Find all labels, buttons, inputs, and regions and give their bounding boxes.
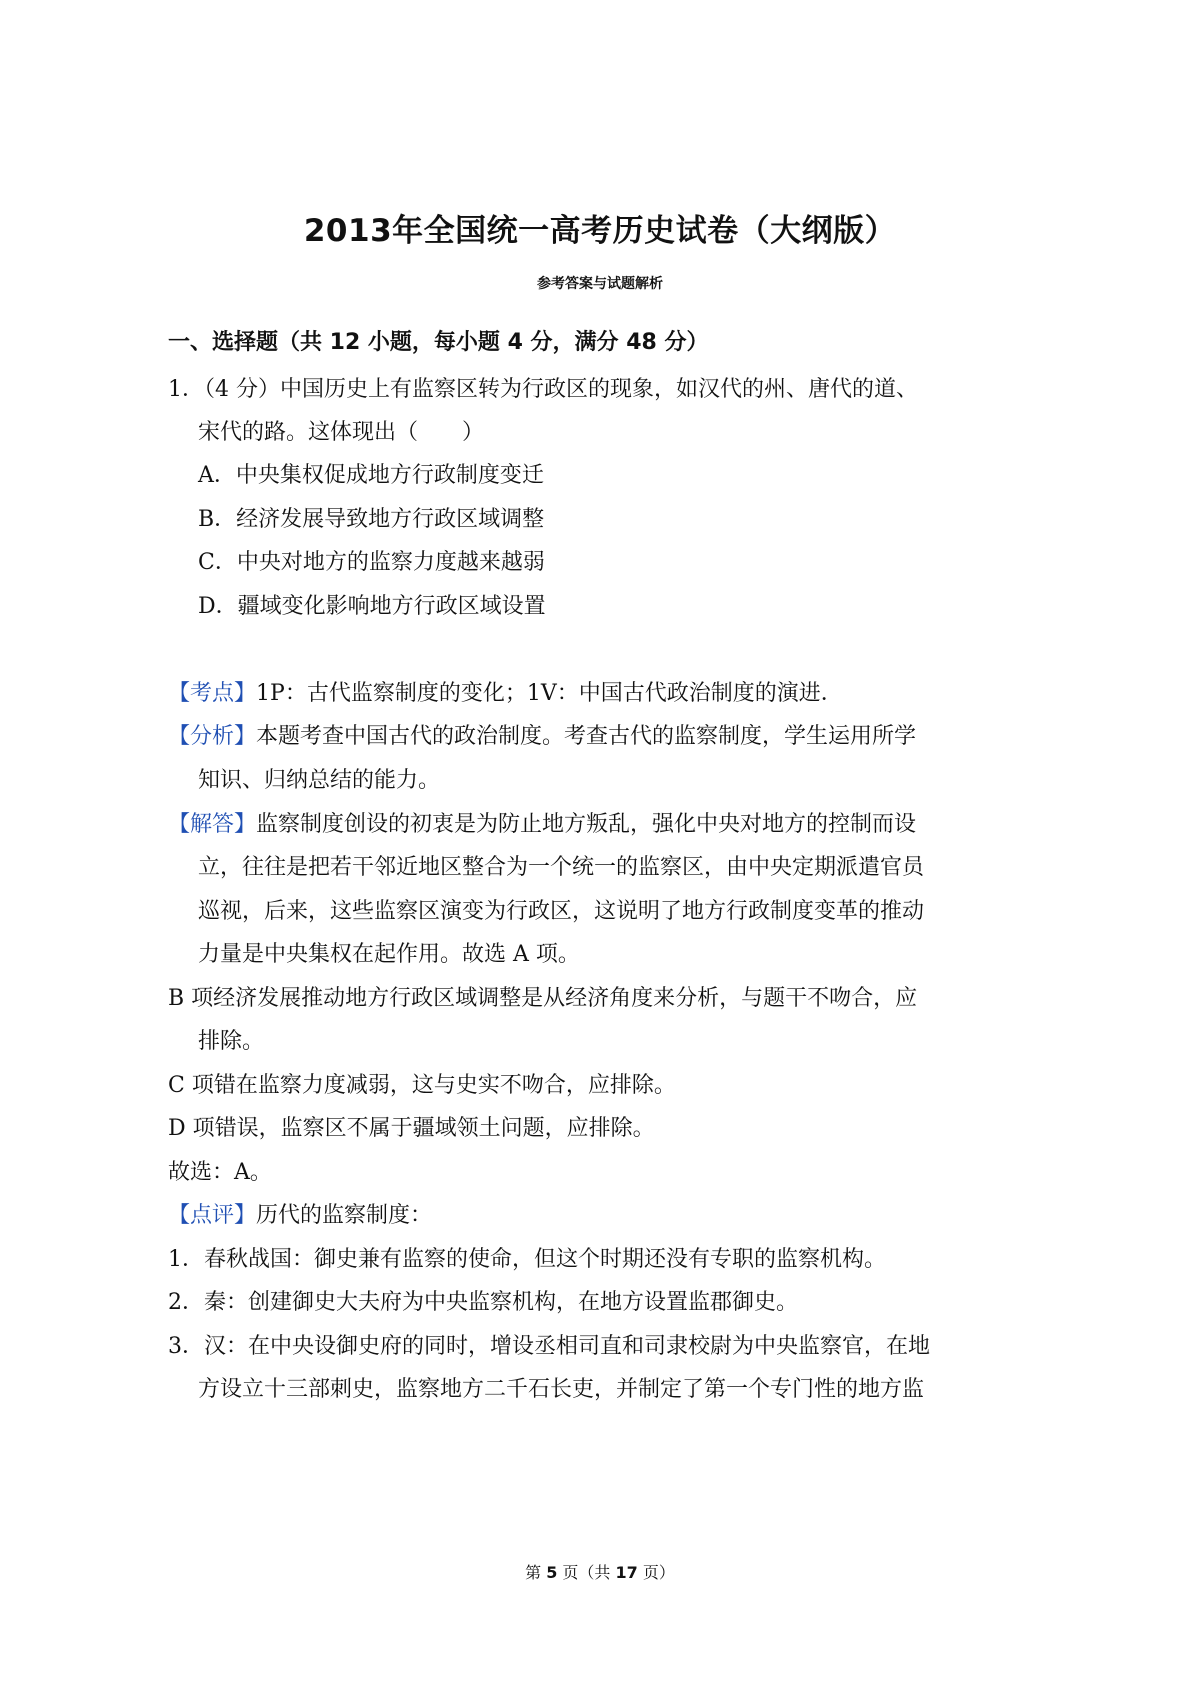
question-stem-line-1: [168, 375, 918, 405]
dianping-line: [168, 1201, 432, 1231]
question-stem-line-2: 宋代的路。这体现出（ ）: [198, 420, 485, 445]
jieda-line-2: 立，往往是把若干邻近地区整合为一个统一的监察区，由中央定期派遣官员: [198, 855, 925, 880]
document-subtitle: 参考答案与试题解析: [537, 276, 663, 292]
fenxi-line-1: [168, 722, 916, 752]
jieda-line-1: [168, 810, 916, 840]
jieda-text: 监察制度创设的初衷是为防止地方叛乱，强化中央对地方的控制而设: [256, 812, 917, 837]
jieda-tag: 【解答】: [168, 812, 257, 837]
kaodian-text: 1P：古代监察制度的变化；1V：中国古代政治制度的演进．: [256, 681, 843, 706]
footer-prefix: 第: [525, 1563, 547, 1582]
option-a: A．中央集权促成地方行政制度变迁: [198, 463, 544, 488]
jieda-line-3: 巡视，后来，这些监察区演变为行政区，这说明了地方行政制度变革的推动: [198, 899, 925, 924]
option-b-explanation-line-1: B 项经济发展推动地方行政区域调整是从经济角度来分析，与题干不吻合，应: [168, 986, 918, 1011]
point-2: 2．秦：创建御史大夫府为中央监察机构，在地方设置监郡御史。: [168, 1290, 798, 1315]
dianping-text: 历代的监察制度：: [256, 1203, 433, 1228]
jieda-line-4: 力量是中央集权在起作用。故选 A 项。: [198, 942, 580, 967]
kaodian-tag: 【考点】: [168, 681, 257, 706]
answer-line: 故选：A。: [168, 1160, 272, 1185]
fenxi-line-2: 知识、归纳总结的能力。: [198, 768, 441, 793]
fenxi-tag: 【分析】: [168, 724, 257, 749]
kaodian-line: [168, 679, 843, 709]
option-d-explanation: D 项错误，监察区不属于疆域领土问题，应排除。: [168, 1116, 655, 1141]
option-d: D．疆域变化影响地方行政区域设置: [198, 594, 546, 619]
fenxi-text: 本题考查中国古代的政治制度。考查古代的监察制度，学生运用所学: [256, 724, 917, 749]
footer-suffix: 页）: [637, 1563, 675, 1582]
option-c-explanation: C 项错在监察力度减弱，这与史实不吻合，应排除。: [168, 1073, 676, 1098]
question-number: 1．: [168, 377, 204, 402]
option-b: B．经济发展导致地方行政区域调整: [198, 507, 545, 532]
point-3-line-2: 方设立十三部刺史，监察地方二千石长吏，并制定了第一个专门性的地方监: [198, 1377, 925, 1402]
option-c: C．中央对地方的监察力度越来越弱: [198, 550, 545, 575]
point-1: 1．春秋战国：御史兼有监察的使命，但这个时期还没有专职的监察机构。: [168, 1247, 886, 1272]
point-3-line-1: 3．汉：在中央设御史府的同时，增设丞相司直和司隶校尉为中央监察官，在地: [168, 1334, 930, 1359]
option-b-explanation-line-2: 排除。: [198, 1029, 265, 1054]
section-heading: 一、选择题（共 12 小题，每小题 4 分，满分 48 分）: [168, 330, 709, 355]
dianping-tag: 【点评】: [168, 1203, 257, 1228]
page-footer: [0, 1560, 1200, 1583]
footer-page-number: 5: [546, 1563, 558, 1582]
document-title: 2013年全国统一高考历史试卷（大纲版）: [303, 213, 897, 249]
question-stem-text: （4 分）中国历史上有监察区转为行政区的现象，如汉代的州、唐代的道、: [204, 377, 918, 402]
footer-middle: 页（共: [557, 1563, 616, 1582]
footer-total-pages: 17: [615, 1563, 638, 1582]
